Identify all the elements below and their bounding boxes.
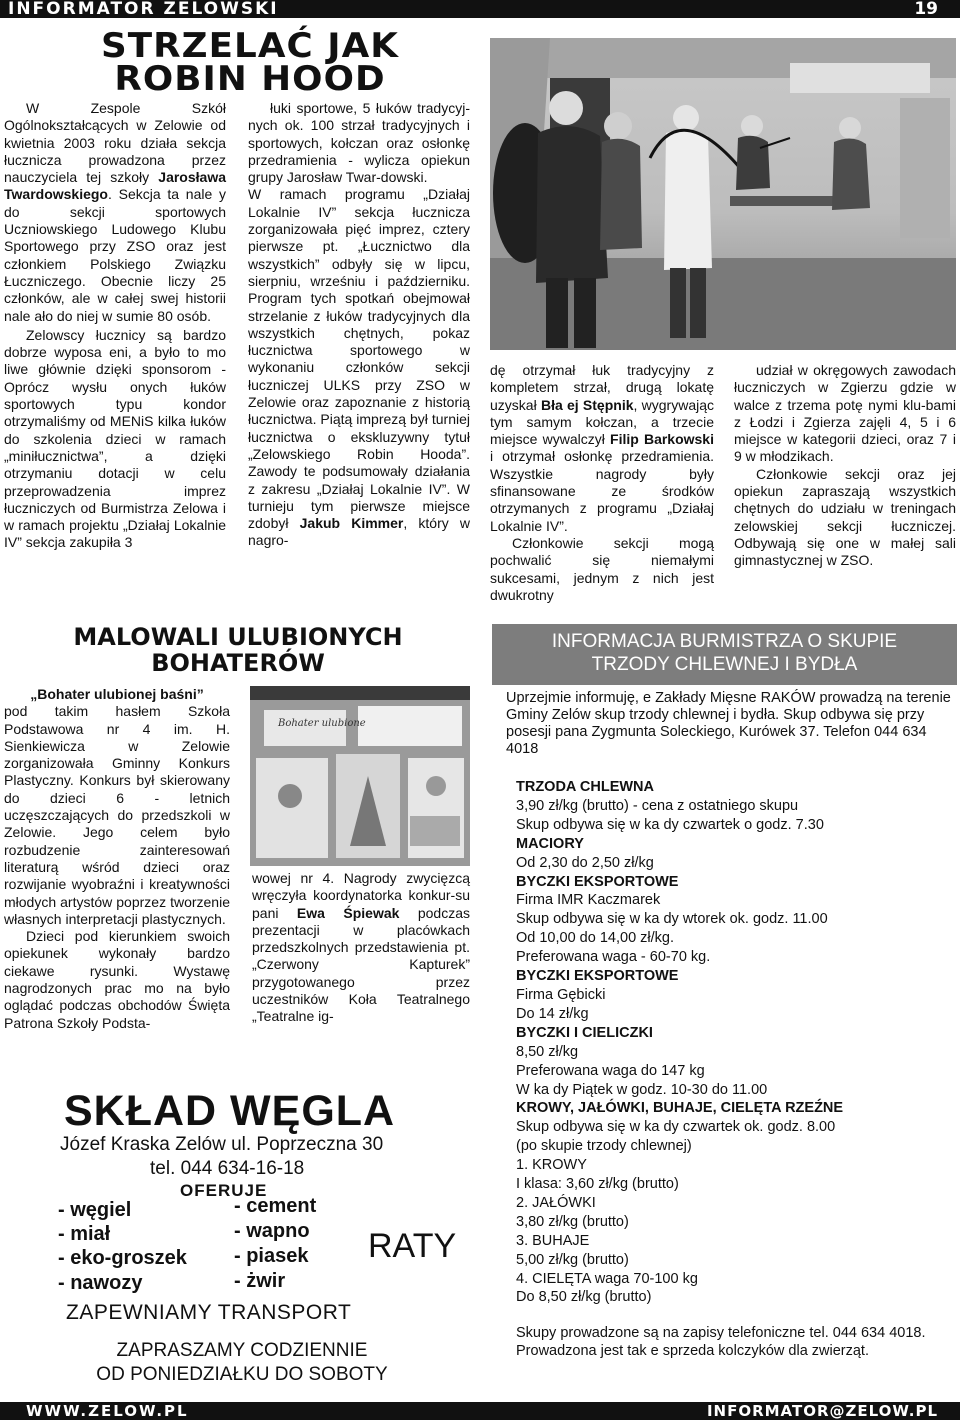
announcement-line: I klasa: 3,60 zł/kg (brutto): [516, 1176, 679, 1193]
article1-column-3: dę otrzymał łuk tradycyjny z kompletem strzał, drugą lokatę uzyskał Bła ej Stępnik, wygrywając tym samym kołczan, a trzecie miejsce wywalczył Filip Barkowski i otrzymał osłonkę przedramienia. Wszystkie nagrody były sfinansowane ze środków otrzymanych z programu „Działaj Lokalnie IV”. Członkowie sekcji mogą pochwalić się niemałymi sukcesami, jednym z nich jest dwukrotny: [490, 362, 714, 603]
ad-address: Józef Kraska Zelów ul. Poprzeczna 30: [60, 1134, 384, 1155]
announcement-line: Firma Gębicki: [516, 986, 606, 1003]
ad-invite-line-1: ZAPRASZAMY CODZIENNIE: [116, 1340, 368, 1361]
announcement-line: Skup odbywa się w ka dy czwartek o godz. 7.30: [516, 816, 824, 833]
announcement-line: Preferowana waga do 147 kg: [516, 1062, 705, 1079]
announcement-line: BYCZKI I CIELICZKI: [516, 1024, 653, 1041]
announcement-intro: Uprzejmie informuję, e Zakłady Mięsne RAKÓW prowadzą na terenie Gminy Zelów skup trzody chlewnej i bydła. Skup odbywa się przy posesji pana Zygmunta Soleckiego, Kurówek 37. Telefon 044 634 4018: [506, 690, 951, 757]
ad-invite-line-2: OD PONIEDZIAŁKU DO SOBOTY: [96, 1364, 388, 1385]
ad-installments: RATY: [368, 1227, 457, 1265]
ad-item-right-2: - wapno: [234, 1220, 310, 1242]
announcement-line: Do 14 zł/kg: [516, 1005, 589, 1022]
announcement-line: BYCZKI EKSPORTOWE: [516, 968, 679, 985]
announcement-line: Skup odbywa się w ka dy wtorek ok. godz. 11.00: [516, 911, 828, 928]
announcement-footer: Skupy prowadzone są na zapisy telefoniczne tel. 044 634 4018. Prowadzona jest tak e sprzeda kolczyków dla zwierząt.: [516, 1325, 926, 1359]
publication-title: INFORMATOR ZELOWSKI: [8, 0, 279, 19]
announcement-line: 1. KROWY: [516, 1157, 587, 1174]
announcement-line: MACIORY: [516, 835, 584, 852]
photo-caption-text: Bohater ulubione: [278, 718, 366, 729]
page-header-bar: [0, 0, 960, 18]
announcement-line: Od 10,00 do 14,00 zł/kg.: [516, 930, 674, 947]
announcement-line: 3. BUHAJE: [516, 1232, 590, 1249]
article-headline-robin-hood: STRZELAĆ JAK ROBIN HOOD: [100, 26, 400, 99]
coal-store-ad: [52, 1078, 472, 1396]
announcement-title-box: INFORMACJA BURMISTRZA O SKUPIE TRZODY CHLEWNEJ I BYDŁA: [492, 624, 957, 685]
ad-item-left-3: - eko-groszek: [58, 1247, 187, 1269]
announcement-line: KROWY, JAŁÓWKI, BUHAJE, CIELĘTA RZEŹNE: [516, 1100, 844, 1117]
ad-phone: tel. 044 634-16-18: [150, 1158, 305, 1179]
ad-offer-label: OFERUJE: [180, 1181, 268, 1200]
photo-archers: [490, 38, 956, 350]
announcement-line: 3,90 zł/kg (brutto) - cena z ostatniego skupu: [516, 797, 799, 814]
announcement-line: TRZODA CHLEWNA: [516, 779, 654, 795]
announcement-line: Od 2,30 do 2,50 zł/kg: [516, 854, 654, 871]
page-number: 19: [914, 0, 938, 19]
announcement-line: Do 8,50 zł/kg (brutto): [516, 1289, 652, 1306]
photo-children-drawings: [250, 686, 470, 866]
announcement-line: 3,80 zł/kg (brutto): [516, 1213, 629, 1230]
announcement-line: 4. CIELĘTA waga 70-100 kg: [516, 1270, 698, 1287]
announcement-line: Preferowana waga - 60-70 kg.: [516, 949, 711, 966]
article1-column-2: łuki sportowe, 5 łuków tradycyj-nych ok. 100 strzał tradycyjnych i sportowych, kołczan oraz osłonkę przedramienia - wylicza opiekun grupy Jarosław Twar-dowski. W ramach programu „Działaj Lokalnie IV” sekcja łucznicza zorganizowała pięć imprez, cztery pierwsze pt. „Łucznictwo dla wszystkich” odbyły się w lipcu, sierpniu, wrześniu i październiku. Program tych spotkań obejmował strzelanie z łuków tradycyjnych dla wszystkich chętnych, pokaz łucznictwa sportowego w wykonaniu członków sekcji łuczniczej ULKS przy ZSO w Zelowie oraz zapoznanie z historią łucznictwa. Piątą imprezą był turniej łucznictwa o ekskluzywny tytuł „Zelowskiego Robin Hooda”. Zawody te podsumowały działania z zakresu „Działaj Lokalnie IV”. W turnieju tym pierwsze miejsce zdobył Jakub Kimmer, który w nagro-: [248, 100, 471, 549]
ad-item-right-1: - cement: [234, 1195, 317, 1217]
page-footer-bar: [0, 1402, 960, 1420]
announcement-line: 5,00 zł/kg (brutto): [516, 1251, 629, 1268]
ad-item-left-4: - nawozy: [58, 1272, 143, 1294]
article-headline-malowali: MALOWALI ULUBIONYCH BOHATERÓW: [73, 623, 403, 677]
announcement-line: BYCZKI EKSPORTOWE: [516, 873, 679, 890]
article2-column-1: „Bohater ulubionej baśni” pod takim hasłem Szkoła Podstawowa nr 4 im. H. Sienkiewicza w Zelowie zorganizowała Gminny Konkurs Plastyczny. Konkurs był skierowany do dzieci 6 - letnich uczęszczających do przedszkoli w Zelowie. Jego celem było rozbudzenie zainteresowań literaturą wśród dzieci oraz rozwijanie wyobraźni i kreatywności młodych artystów poprzez tworzenie własnych interpretacji plastycznych. Dzieci pod kierunkiem swoich opiekunek wykonały bardzo ciekawe rysunki. Wystawę nagrodzonych prac mo na było oglądać podczas obchodów Święta Patrona Szkoły Podsta-: [4, 686, 230, 1031]
announcement-line: Firma IMR Kaczmarek: [516, 892, 661, 909]
announcement-line: (po skupie trzody chlewnej): [516, 1138, 692, 1155]
ad-item-right-4: - żwir: [234, 1270, 286, 1292]
announcement-line: Skup odbywa się w ka dy czwartek ok. godz. 8.00: [516, 1119, 836, 1136]
footer-website: WWW.ZELOW.PL: [26, 1402, 189, 1420]
article1-column-1: W Zespole Szkół Ogólnokształcących w Zelowie od kwietnia 2003 roku działa sekcja łucznicza prowadzona przez nauczyciela tej szkoły Jarosława Twardowskiego. Sekcja ta nale y do sekcji sportowych Uczniowskiego Ludowego Klubu Sportowego przy ZSO oraz jest członkiem Polskiego Związku Łuczniczego. Obecnie liczy 25 członków, ale w całej swej historii nale ało do niej w sumie 80 osób. Zelowscy łucznicy są bardzo dobrze wyposa eni, a było to mo liwe głównie dzięki sponsorom - Oprócz wysłu onych łuków sportowych typu kondor otrzymaliśmy od MENiS kilka łuków do szkolenia dzieci w ramach „miniłucznictwa”, a dzięki otrzymaniu dotacji w celu przeprowadzenia imprez łuczniczych od Burmistrza Zelowa i w ramach projektu „Działaj Lokalnie IV” sekcja zakupiła 3: [4, 100, 226, 551]
announcement-line: 8,50 zł/kg: [516, 1043, 579, 1060]
article1-column-4: udział w okręgowych zawodach łuczniczych w Zgierzu gdzie w walce z trzema potę nymi klu-bami z Łodzi i Zgierza zajęli 4, 5 i 6 miejsce w kategorii dzieci, oraz 7 i 9 w młodzikach. Członkowie sekcji oraz jej opiekun zapraszają wszystkich chętnych do udziału w treningach zelowskiej sekcji łuczniczej. Odbywają się one w małej sali gimnastycznej w ZSO.: [734, 362, 956, 569]
announcement-line: W ka dy Piątek w godz. 10-30 do 11.00: [516, 1081, 768, 1098]
ad-title: SKŁAD WĘGLA: [64, 1087, 396, 1135]
ad-item-right-3: - piasek: [234, 1245, 309, 1267]
footer-email: INFORMATOR@ZELOW.PL: [706, 1402, 938, 1420]
ad-item-left-1: - węgiel: [58, 1199, 132, 1221]
ad-transport: ZAPEWNIAMY TRANSPORT: [66, 1301, 352, 1324]
announcement-line: 2. JAŁÓWKI: [516, 1194, 596, 1211]
announcement-price-list: [516, 778, 946, 1307]
ad-item-left-2: - miał: [58, 1223, 111, 1245]
article2-column-2: wowej nr 4. Nagrody zwycięzcą wręczyła koordynatorka konkur-su pani Ewa Śpiewak podczas prezentacji w placówkach przedszkolnych przedstawienia pt. „Czerwony Kapturek” przygotowanego przez uczestników Koła Teatralnego „Teatralne ig-: [252, 870, 470, 1025]
